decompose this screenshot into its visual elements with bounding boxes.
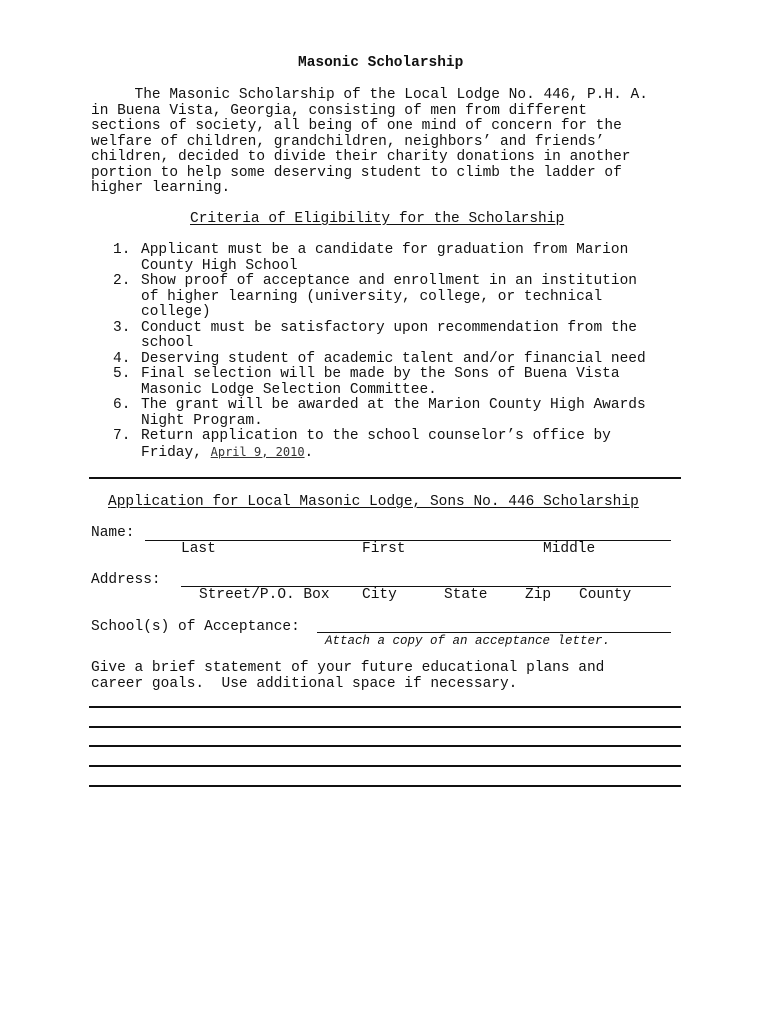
intro-line: The Masonic Scholarship of the Local Lodge No. 446, P.H. A. xyxy=(91,87,648,103)
criteria-item: Return application to the school counselor’s office by xyxy=(141,428,611,444)
intro-line: portion to help some deserving student to climb the ladder of xyxy=(91,164,622,181)
address-city-caption: City xyxy=(362,587,397,603)
intro-line: welfare of children, grandchildren, neighbors’ and friends’ xyxy=(91,133,605,150)
criteria-item: school xyxy=(141,335,194,351)
answer-line[interactable] xyxy=(89,765,681,767)
criteria-number: 1. xyxy=(113,242,131,258)
name-first-caption: First xyxy=(362,541,406,557)
statement-prompt-line: Give a brief statement of your future educational plans and xyxy=(91,660,605,676)
address-state-caption: State xyxy=(444,587,488,603)
name-middle-caption: Middle xyxy=(543,541,596,557)
answer-line[interactable] xyxy=(89,706,681,708)
criteria-item: Deserving student of academic talent and/or financial need xyxy=(141,350,646,367)
criteria-item: Final selection will be made by the Sons of Buena Vista xyxy=(141,366,620,382)
deadline-date: April 9, 2010 xyxy=(210,445,305,459)
address-zip-caption: Zip xyxy=(525,587,552,603)
criteria-item: The grant will be awarded at the Marion County High Awards xyxy=(141,397,646,413)
criteria-number: 5. xyxy=(113,366,131,382)
address-label: Address: xyxy=(91,572,161,588)
deadline-suffix: . xyxy=(304,445,314,461)
criteria-number: 3. xyxy=(113,319,131,336)
deadline-prefix: Friday, xyxy=(141,445,211,461)
criteria-item: Show proof of acceptance and enrollment in an institution xyxy=(141,273,637,289)
criteria-number: 2. xyxy=(113,273,131,289)
criteria-number: 4. xyxy=(113,350,131,367)
criteria-item: college) xyxy=(141,304,211,320)
address-street-caption: Street/P.O. Box xyxy=(199,587,330,603)
criteria-item: Night Program. xyxy=(141,412,263,429)
name-label: Name: xyxy=(91,525,135,541)
intro-line: sections of society, all being of one mind of concern for the xyxy=(91,118,622,134)
criteria-heading: Criteria of Eligibility for the Scholarship xyxy=(190,211,565,227)
criteria-item: of higher learning (university, college, or technical xyxy=(141,288,603,305)
criteria-item: Applicant must be a candidate for graduation from Marion xyxy=(141,242,629,258)
school-note: Attach a copy of an acceptance letter. xyxy=(325,634,611,648)
intro-line: children, decided to divide their charity donations in another xyxy=(91,149,631,165)
answer-line[interactable] xyxy=(89,785,681,787)
intro-line: higher learning. xyxy=(91,180,231,196)
criteria-number: 7. xyxy=(113,428,131,444)
criteria-item: Masonic Lodge Selection Committee. xyxy=(141,381,437,398)
application-heading: Application for Local Masonic Lodge, Sons No. 446 Scholarship xyxy=(108,494,639,510)
school-label: School(s) of Acceptance: xyxy=(91,619,300,635)
criteria-number: 6. xyxy=(113,397,131,413)
answer-line[interactable] xyxy=(89,745,681,747)
name-last-caption: Last xyxy=(181,541,216,557)
address-county-caption: County xyxy=(579,587,632,603)
statement-prompt-line: career goals. Use additional space if necessary. xyxy=(91,676,518,692)
section-divider xyxy=(89,477,681,479)
criteria-item: Conduct must be satisfactory upon recommendation from the xyxy=(141,319,637,336)
criteria-item: County High School xyxy=(141,257,298,274)
intro-line: in Buena Vista, Georgia, consisting of men from different xyxy=(91,102,587,119)
deadline-line xyxy=(141,445,313,461)
page-title: Masonic Scholarship xyxy=(298,55,464,71)
answer-line[interactable] xyxy=(89,726,681,728)
school-field[interactable] xyxy=(317,632,671,633)
